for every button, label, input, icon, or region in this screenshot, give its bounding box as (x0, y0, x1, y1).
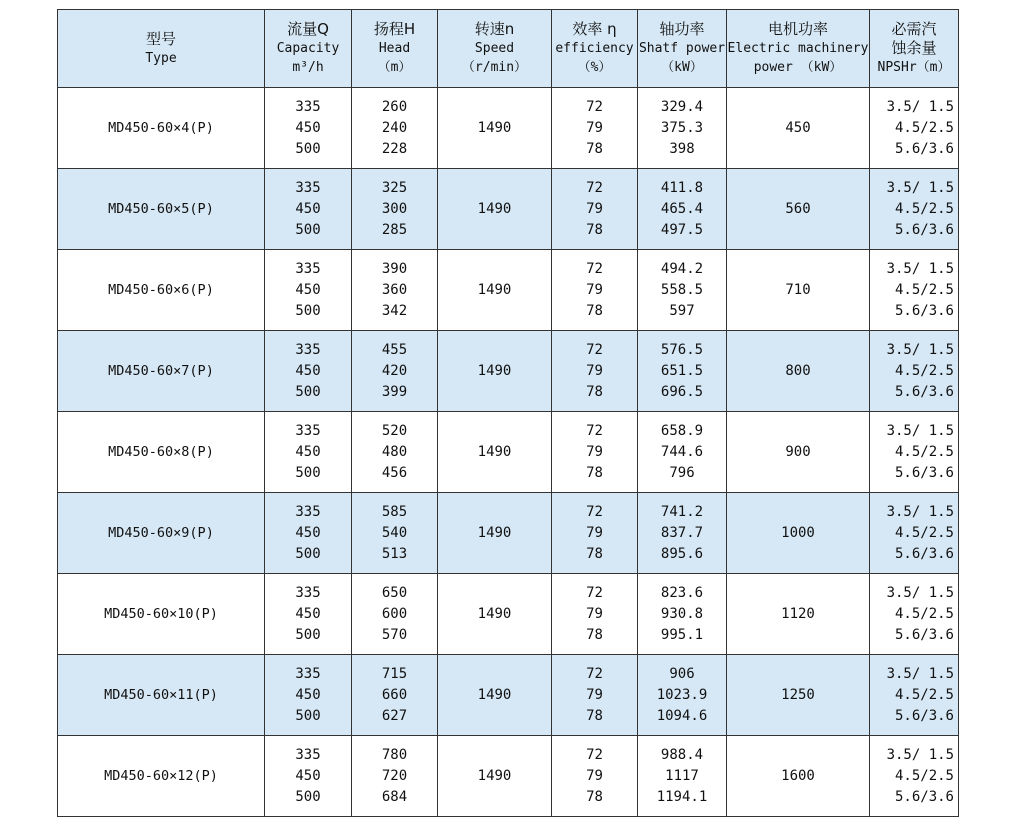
shaft-power-cell-value: 329.4 (660, 98, 704, 115)
shaft-power-cell-value: 497.5 (660, 221, 704, 238)
motor-power-cell: 800 (727, 331, 870, 412)
capacity-cell-value: 450 (295, 281, 321, 298)
efficiency-cell-value: 72 (586, 179, 603, 196)
head-cell-value: 455 (381, 341, 408, 358)
npshr-cell (870, 250, 959, 331)
npshr-cell-value: 4.5/2.5 (894, 362, 954, 379)
efficiency-cell-value: 79 (586, 119, 603, 136)
npshr-cell-value: 4.5/2.5 (894, 200, 954, 217)
table-row (58, 169, 959, 250)
efficiency-cell-value: 72 (586, 746, 603, 763)
header-efficiency-zh: 效率 η (572, 20, 617, 38)
header-npshr (870, 10, 959, 88)
head-cell (352, 655, 438, 736)
table-row (58, 736, 959, 817)
speed-cell: 1490 (438, 169, 552, 250)
capacity-cell-value: 500 (295, 221, 321, 238)
header-capacity-en: Capacity (276, 41, 340, 56)
head-cell-value: 684 (381, 788, 408, 805)
header-speed-zh: 转速n (474, 20, 515, 38)
npshr-cell-value: 4.5/2.5 (894, 524, 954, 541)
speed-cell: 1490 (438, 736, 552, 817)
efficiency-cell-value: 79 (586, 686, 603, 703)
capacity-cell-value: 500 (295, 140, 321, 157)
shaft-power-cell-value: 465.4 (660, 200, 704, 217)
shaft-power-cell-value: 651.5 (660, 362, 704, 379)
capacity-cell-value: 335 (295, 422, 321, 439)
shaft-power-cell-value: 906 (669, 665, 695, 682)
shaft-power-cell-value: 995.1 (660, 626, 704, 643)
efficiency-cell-value: 78 (586, 383, 603, 400)
head-cell (352, 88, 438, 169)
head-cell-value: 600 (381, 605, 408, 622)
speed-cell: 1490 (438, 88, 552, 169)
shaft-power-cell-value: 837.7 (660, 524, 704, 541)
head-cell-value: 650 (381, 584, 408, 601)
head-cell-value: 480 (381, 443, 408, 460)
head-cell (352, 412, 438, 493)
header-head-en: Head (378, 41, 411, 56)
capacity-cell-value: 450 (295, 524, 321, 541)
shaft-power-cell-value: 930.8 (660, 605, 704, 622)
motor-power-cell: 900 (727, 412, 870, 493)
efficiency-cell-value: 72 (586, 98, 603, 115)
capacity-cell-value: 450 (295, 200, 321, 217)
efficiency-cell (552, 250, 638, 331)
npshr-cell-value: 3.5/ 1.5 (886, 584, 954, 601)
head-cell-value: 715 (381, 665, 408, 682)
head-cell-value: 660 (381, 686, 408, 703)
shaft-power-cell-value: 895.6 (660, 545, 704, 562)
capacity-cell (265, 736, 352, 817)
header-type (58, 10, 265, 88)
shaft-power-cell-value: 696.5 (660, 383, 704, 400)
header-capacity-unit: m³/h (292, 60, 324, 75)
npshr-cell-value: 5.6/3.6 (894, 464, 954, 481)
head-cell (352, 331, 438, 412)
efficiency-cell-value: 79 (586, 767, 603, 784)
motor-power-cell: 450 (727, 88, 870, 169)
efficiency-cell (552, 493, 638, 574)
efficiency-cell-value: 78 (586, 626, 603, 643)
efficiency-cell-value: 78 (586, 788, 603, 805)
npshr-cell-value: 3.5/ 1.5 (886, 746, 954, 763)
npshr-cell-value: 4.5/2.5 (894, 605, 954, 622)
header-shaft-zh: 轴功率 (659, 20, 705, 38)
efficiency-cell-value: 79 (586, 443, 603, 460)
header-type-zh: 型号 (145, 29, 176, 48)
motor-power-cell: 1250 (727, 655, 870, 736)
head-cell-value: 570 (381, 626, 408, 643)
head-cell-value: 390 (381, 260, 408, 277)
table-row (58, 574, 959, 655)
table-header-row (58, 10, 959, 88)
model-cell: MD450-60×6(P) (58, 250, 265, 331)
npshr-cell (870, 655, 959, 736)
npshr-cell-value: 4.5/2.5 (894, 443, 954, 460)
shaft-power-cell-value: 411.8 (660, 179, 704, 196)
speed-cell: 1490 (438, 331, 552, 412)
npshr-cell-value: 5.6/3.6 (894, 545, 954, 562)
npshr-cell (870, 574, 959, 655)
npshr-cell (870, 493, 959, 574)
capacity-cell (265, 88, 352, 169)
efficiency-cell-value: 79 (586, 362, 603, 379)
table-row (58, 250, 959, 331)
shaft-power-cell (638, 250, 727, 331)
npshr-cell (870, 412, 959, 493)
efficiency-cell-value: 72 (586, 422, 603, 439)
head-cell-value: 300 (381, 200, 408, 217)
capacity-cell-value: 500 (295, 383, 321, 400)
capacity-cell-value: 500 (295, 788, 321, 805)
efficiency-cell-value: 78 (586, 221, 603, 238)
shaft-power-cell (638, 655, 727, 736)
efficiency-cell (552, 655, 638, 736)
header-capacity (265, 10, 352, 88)
efficiency-cell-value: 78 (586, 140, 603, 157)
header-head (352, 10, 438, 88)
efficiency-cell (552, 88, 638, 169)
shaft-power-cell-value: 1117 (665, 767, 699, 784)
npshr-cell-value: 4.5/2.5 (894, 281, 954, 298)
capacity-cell-value: 450 (295, 686, 321, 703)
capacity-cell-value: 450 (295, 767, 321, 784)
head-cell (352, 736, 438, 817)
shaft-power-cell-value: 796 (669, 464, 695, 481)
shaft-power-cell-value: 375.3 (660, 119, 704, 136)
shaft-power-cell-value: 558.5 (660, 281, 704, 298)
efficiency-cell-value: 72 (586, 260, 603, 277)
npshr-cell-value: 5.6/3.6 (894, 221, 954, 238)
efficiency-cell-value: 79 (586, 200, 603, 217)
motor-power-cell: 560 (727, 169, 870, 250)
capacity-cell (265, 331, 352, 412)
shaft-power-cell-value: 744.6 (660, 443, 704, 460)
header-shaft-unit: （kW） (661, 60, 703, 75)
efficiency-cell (552, 574, 638, 655)
header-efficiency (552, 10, 638, 88)
model-cell: MD450-60×5(P) (58, 169, 265, 250)
npshr-cell-value: 5.6/3.6 (894, 302, 954, 319)
efficiency-cell-value: 72 (586, 665, 603, 682)
efficiency-cell-value: 79 (586, 281, 603, 298)
motor-power-cell: 1000 (727, 493, 870, 574)
model-cell: MD450-60×9(P) (58, 493, 265, 574)
speed-cell: 1490 (438, 574, 552, 655)
speed-cell: 1490 (438, 412, 552, 493)
shaft-power-cell (638, 169, 727, 250)
motor-power-cell: 1120 (727, 574, 870, 655)
npshr-cell-value: 3.5/ 1.5 (886, 422, 954, 439)
shaft-power-cell (638, 412, 727, 493)
npshr-cell-value: 3.5/ 1.5 (886, 341, 954, 358)
capacity-cell-value: 500 (295, 707, 321, 724)
npshr-cell-value: 5.6/3.6 (894, 626, 954, 643)
header-type-en: Type (145, 50, 177, 66)
npshr-cell (870, 736, 959, 817)
model-cell: MD450-60×8(P) (58, 412, 265, 493)
efficiency-cell (552, 412, 638, 493)
table-row (58, 331, 959, 412)
npshr-cell (870, 169, 959, 250)
header-head-unit: （m） (377, 60, 412, 75)
model-cell: MD450-60×11(P) (58, 655, 265, 736)
npshr-cell-value: 5.6/3.6 (894, 707, 954, 724)
header-speed-en: Speed (474, 41, 515, 56)
npshr-cell-value: 5.6/3.6 (894, 788, 954, 805)
capacity-cell-value: 335 (295, 665, 321, 682)
header-motor-zh: 电机功率 (767, 20, 828, 38)
head-cell-value: 342 (381, 302, 408, 319)
capacity-cell (265, 169, 352, 250)
speed-cell: 1490 (438, 493, 552, 574)
shaft-power-cell (638, 736, 727, 817)
shaft-power-cell-value: 494.2 (660, 260, 704, 277)
table-row (58, 88, 959, 169)
header-motor-power (727, 10, 870, 88)
table-body (58, 88, 959, 817)
npshr-cell (870, 331, 959, 412)
capacity-cell-value: 335 (295, 179, 321, 196)
header-npsh-en: NPSHr（m） (877, 60, 951, 75)
npshr-cell-value: 3.5/ 1.5 (886, 260, 954, 277)
head-cell (352, 250, 438, 331)
header-speed-unit: （r/min） (461, 60, 528, 75)
shaft-power-cell-value: 1094.6 (656, 707, 708, 724)
header-speed (438, 10, 552, 88)
capacity-cell (265, 574, 352, 655)
capacity-cell (265, 250, 352, 331)
efficiency-cell-value: 78 (586, 707, 603, 724)
capacity-cell (265, 412, 352, 493)
efficiency-cell-value: 78 (586, 545, 603, 562)
shaft-power-cell-value: 1023.9 (656, 686, 708, 703)
shaft-power-cell-value: 988.4 (660, 746, 704, 763)
shaft-power-cell-value: 597 (669, 302, 695, 319)
head-cell-value: 260 (381, 98, 408, 115)
efficiency-cell-value: 79 (586, 524, 603, 541)
capacity-cell-value: 500 (295, 464, 321, 481)
header-motor-en: Electric machinery (727, 41, 869, 56)
header-efficiency-unit: （%） (577, 60, 612, 75)
head-cell-value: 540 (381, 524, 408, 541)
table-row (58, 412, 959, 493)
npshr-cell-value: 5.6/3.6 (894, 383, 954, 400)
efficiency-cell (552, 169, 638, 250)
head-cell-value: 360 (381, 281, 408, 298)
capacity-cell-value: 450 (295, 443, 321, 460)
model-cell: MD450-60×12(P) (58, 736, 265, 817)
capacity-cell-value: 500 (295, 545, 321, 562)
capacity-cell-value: 450 (295, 362, 321, 379)
capacity-cell-value: 335 (295, 341, 321, 358)
shaft-power-cell (638, 574, 727, 655)
head-cell-value: 513 (381, 545, 408, 562)
header-motor-unit: power （kW） (753, 60, 843, 75)
motor-power-cell: 1600 (727, 736, 870, 817)
efficiency-cell-value: 78 (586, 302, 603, 319)
head-cell-value: 585 (381, 503, 408, 520)
header-head-zh: 扬程H (373, 20, 416, 38)
efficiency-cell (552, 331, 638, 412)
capacity-cell-value: 500 (295, 626, 321, 643)
npshr-cell-value: 4.5/2.5 (894, 767, 954, 784)
efficiency-cell-value: 79 (586, 605, 603, 622)
capacity-cell-value: 335 (295, 503, 321, 520)
header-shaft-en: Shatf power (638, 41, 726, 56)
speed-cell: 1490 (438, 250, 552, 331)
shaft-power-cell-value: 823.6 (660, 584, 704, 601)
npshr-cell-value: 4.5/2.5 (894, 686, 954, 703)
header-capacity-zh: 流量Q (287, 20, 329, 38)
head-cell-value: 780 (381, 746, 408, 763)
shaft-power-cell-value: 741.2 (660, 503, 704, 520)
head-cell-value: 520 (381, 422, 408, 439)
capacity-cell-value: 500 (295, 302, 321, 319)
capacity-cell-value: 335 (295, 98, 321, 115)
shaft-power-cell (638, 493, 727, 574)
npshr-cell-value: 4.5/2.5 (894, 119, 954, 136)
npshr-cell-value: 3.5/ 1.5 (886, 179, 954, 196)
model-cell: MD450-60×4(P) (58, 88, 265, 169)
npshr-cell (870, 88, 959, 169)
header-npsh-zh1: 必需汽 (891, 20, 937, 38)
head-cell-value: 456 (381, 464, 408, 481)
speed-cell: 1490 (438, 655, 552, 736)
capacity-cell-value: 335 (295, 260, 321, 277)
shaft-power-cell (638, 331, 727, 412)
head-cell (352, 169, 438, 250)
capacity-cell (265, 493, 352, 574)
shaft-power-cell (638, 88, 727, 169)
header-shaft-power (638, 10, 727, 88)
head-cell-value: 627 (381, 707, 408, 724)
efficiency-cell-value: 72 (586, 341, 603, 358)
efficiency-cell (552, 736, 638, 817)
npshr-cell-value: 3.5/ 1.5 (886, 665, 954, 682)
head-cell (352, 493, 438, 574)
efficiency-cell-value: 78 (586, 464, 603, 481)
capacity-cell-value: 335 (295, 584, 321, 601)
head-cell-value: 399 (381, 383, 408, 400)
table-row (58, 655, 959, 736)
motor-power-cell: 710 (727, 250, 870, 331)
npshr-cell-value: 3.5/ 1.5 (886, 503, 954, 520)
shaft-power-cell-value: 1194.1 (656, 788, 708, 805)
head-cell-value: 228 (381, 140, 408, 157)
head-cell (352, 574, 438, 655)
pump-spec-table (57, 9, 959, 817)
capacity-cell (265, 655, 352, 736)
head-cell-value: 240 (381, 119, 408, 136)
model-cell: MD450-60×7(P) (58, 331, 265, 412)
capacity-cell-value: 450 (295, 605, 321, 622)
head-cell-value: 325 (381, 179, 408, 196)
head-cell-value: 420 (381, 362, 408, 379)
head-cell-value: 720 (381, 767, 408, 784)
header-npsh-zh2: 蚀余量 (891, 39, 937, 57)
npshr-cell-value: 5.6/3.6 (894, 140, 954, 157)
shaft-power-cell-value: 658.9 (660, 422, 704, 439)
shaft-power-cell-value: 398 (669, 140, 695, 157)
capacity-cell-value: 450 (295, 119, 321, 136)
npshr-cell-value: 3.5/ 1.5 (886, 98, 954, 115)
shaft-power-cell-value: 576.5 (660, 341, 704, 358)
capacity-cell-value: 335 (295, 746, 321, 763)
efficiency-cell-value: 72 (586, 584, 603, 601)
header-efficiency-en: efficiency (555, 41, 634, 56)
efficiency-cell-value: 72 (586, 503, 603, 520)
head-cell-value: 285 (381, 221, 408, 238)
table-row (58, 493, 959, 574)
model-cell: MD450-60×10(P) (58, 574, 265, 655)
